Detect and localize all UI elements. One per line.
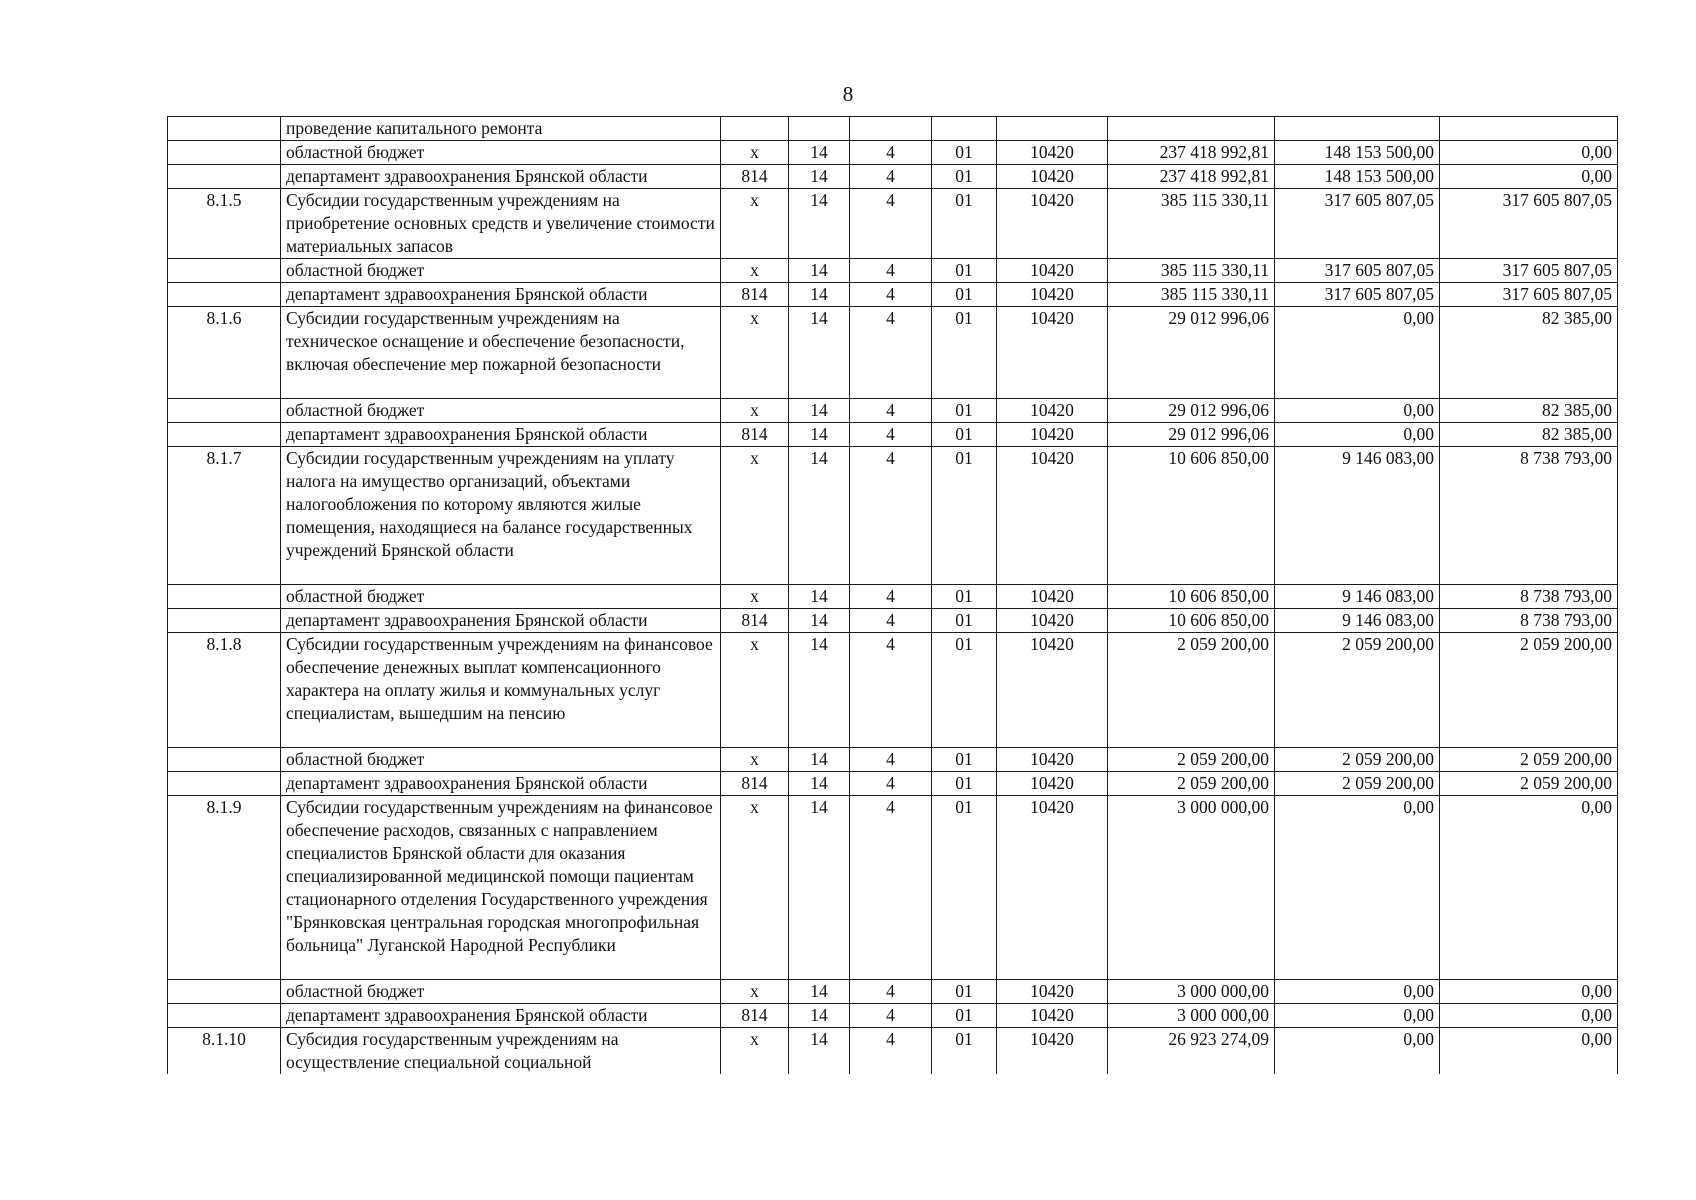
code-subsection: 4 [850,141,932,165]
amount-year-2: 148 153 500,00 [1275,165,1440,189]
amount-year-1: 10 606 850,00 [1108,609,1275,633]
item-description: Субсидии государственным учреждениям на приобретение основных средств и увеличение стоимости материальных запасов [281,189,721,259]
table-row [168,117,1618,141]
code-subsection: 4 [850,796,932,980]
amount-year-2: 0,00 [1275,399,1440,423]
amount-year-3 [1440,117,1618,141]
code-subsection: 4 [850,1004,932,1028]
amount-year-1: 29 012 996,06 [1108,399,1275,423]
table-row [168,585,1618,609]
code-kvr: 10420 [997,283,1108,307]
budget-table [167,116,1618,1074]
code-admin: х [721,796,789,980]
amount-year-3: 317 605 807,05 [1440,189,1618,259]
code-subsection: 4 [850,307,932,399]
amount-year-2 [1275,117,1440,141]
code-admin: 814 [721,283,789,307]
item-number [168,1004,281,1028]
amount-year-2: 2 059 200,00 [1275,633,1440,748]
code-kvr: 10420 [997,609,1108,633]
code-subsection: 4 [850,189,932,259]
code-target: 01 [932,423,997,447]
item-description: Субсидии государственным учреждениям на финансовое обеспечение расходов, связанных с направлением специалистов Брянской области для оказания специализированной медицинской помощи пациентам стационарного отделения Государственного учреждения "Брянковская центральная городская многопрофильная больница" Луганской Народной Республики [281,796,721,980]
item-description: Субсидии государственным учреждениям на уплату налога на имущество организаций, объектами налогообложения по которому являются жилые помещения, находящиеся на балансе государственных учреждений Брянской области [281,447,721,585]
item-description: департамент здравоохранения Брянской области [281,609,721,633]
amount-year-2: 9 146 083,00 [1275,447,1440,585]
table-row [168,399,1618,423]
amount-year-1: 2 059 200,00 [1108,748,1275,772]
code-section: 14 [789,980,850,1004]
item-number [168,117,281,141]
item-description: Субсидии государственным учреждениям на финансовое обеспечение денежных выплат компенсационного характера на оплату жилья и коммунальных услуг специалистам, вышедшим на пенсию [281,633,721,748]
code-target: 01 [932,609,997,633]
code-target: 01 [932,1028,997,1075]
code-admin: х [721,1028,789,1075]
table-row [168,772,1618,796]
code-kvr: 10420 [997,423,1108,447]
code-target: 01 [932,1004,997,1028]
amount-year-3: 82 385,00 [1440,399,1618,423]
item-number [168,165,281,189]
amount-year-2: 2 059 200,00 [1275,748,1440,772]
code-admin: х [721,189,789,259]
code-section: 14 [789,423,850,447]
code-subsection: 4 [850,259,932,283]
item-description: областной бюджет [281,141,721,165]
code-admin: х [721,307,789,399]
amount-year-3: 317 605 807,05 [1440,283,1618,307]
code-section: 14 [789,259,850,283]
amount-year-3: 8 738 793,00 [1440,609,1618,633]
code-section: 14 [789,189,850,259]
code-kvr: 10420 [997,980,1108,1004]
amount-year-2: 2 059 200,00 [1275,772,1440,796]
code-subsection: 4 [850,399,932,423]
amount-year-1: 2 059 200,00 [1108,772,1275,796]
table-body [168,117,1618,1075]
code-target: 01 [932,283,997,307]
amount-year-2: 317 605 807,05 [1275,283,1440,307]
code-subsection: 4 [850,283,932,307]
code-kvr: 10420 [997,307,1108,399]
amount-year-2: 9 146 083,00 [1275,609,1440,633]
item-number: 8.1.10 [168,1028,281,1075]
amount-year-3: 2 059 200,00 [1440,633,1618,748]
amount-year-1: 10 606 850,00 [1108,585,1275,609]
item-description: департамент здравоохранения Брянской области [281,1004,721,1028]
code-kvr: 10420 [997,165,1108,189]
item-description: Субсидия государственным учреждениям на осуществление специальной социальной [281,1028,721,1075]
code-section: 14 [789,609,850,633]
item-number [168,585,281,609]
code-admin: х [721,633,789,748]
item-number [168,748,281,772]
item-number [168,423,281,447]
amount-year-2: 0,00 [1275,307,1440,399]
item-description: областной бюджет [281,748,721,772]
code-admin: х [721,748,789,772]
code-kvr: 10420 [997,189,1108,259]
table-row [168,447,1618,585]
code-target: 01 [932,307,997,399]
code-section: 14 [789,796,850,980]
code-target: 01 [932,980,997,1004]
amount-year-1: 385 115 330,11 [1108,189,1275,259]
code-section: 14 [789,748,850,772]
code-kvr: 10420 [997,772,1108,796]
code-kvr: 10420 [997,796,1108,980]
code-kvr: 10420 [997,259,1108,283]
code-section: 14 [789,141,850,165]
table-row [168,283,1618,307]
code-admin: 814 [721,423,789,447]
amount-year-3: 0,00 [1440,1028,1618,1075]
code-admin [721,117,789,141]
code-subsection: 4 [850,1028,932,1075]
code-admin: х [721,399,789,423]
code-target: 01 [932,165,997,189]
amount-year-2: 0,00 [1275,1004,1440,1028]
code-target: 01 [932,748,997,772]
amount-year-1: 29 012 996,06 [1108,307,1275,399]
code-section: 14 [789,165,850,189]
code-section: 14 [789,447,850,585]
item-number [168,772,281,796]
code-kvr: 10420 [997,1004,1108,1028]
code-kvr: 10420 [997,447,1108,585]
page-number: 8 [842,82,854,106]
code-admin: х [721,447,789,585]
item-description: проведение капитального ремонта [281,117,721,141]
code-subsection: 4 [850,423,932,447]
table-row [168,980,1618,1004]
table-row [168,609,1618,633]
code-kvr: 10420 [997,1028,1108,1075]
table-row [168,307,1618,399]
item-number: 8.1.5 [168,189,281,259]
item-description: Субсидии государственным учреждениям на техническое оснащение и обеспечение безопасности, включая обеспечение мер пожарной безопасности [281,307,721,399]
amount-year-2: 0,00 [1275,1028,1440,1075]
table-row [168,748,1618,772]
code-kvr [997,117,1108,141]
code-admin: 814 [721,609,789,633]
code-section: 14 [789,772,850,796]
item-number [168,283,281,307]
amount-year-2: 9 146 083,00 [1275,585,1440,609]
code-admin: х [721,980,789,1004]
code-target: 01 [932,399,997,423]
amount-year-3: 8 738 793,00 [1440,447,1618,585]
code-section: 14 [789,633,850,748]
item-description: областной бюджет [281,585,721,609]
table-row [168,1028,1618,1075]
item-number [168,980,281,1004]
amount-year-1: 29 012 996,06 [1108,423,1275,447]
item-description: департамент здравоохранения Брянской области [281,772,721,796]
code-admin: х [721,259,789,283]
code-section [789,117,850,141]
amount-year-3: 317 605 807,05 [1440,259,1618,283]
table-row [168,1004,1618,1028]
code-section: 14 [789,307,850,399]
item-number [168,609,281,633]
code-kvr: 10420 [997,748,1108,772]
table-row [168,165,1618,189]
amount-year-1: 237 418 992,81 [1108,165,1275,189]
amount-year-1: 237 418 992,81 [1108,141,1275,165]
code-kvr: 10420 [997,633,1108,748]
code-kvr: 10420 [997,585,1108,609]
table-row [168,141,1618,165]
amount-year-3: 0,00 [1440,980,1618,1004]
code-admin: х [721,585,789,609]
code-section: 14 [789,1004,850,1028]
code-subsection: 4 [850,447,932,585]
amount-year-3: 82 385,00 [1440,307,1618,399]
code-subsection: 4 [850,772,932,796]
item-number [168,259,281,283]
code-target: 01 [932,585,997,609]
code-target: 01 [932,796,997,980]
amount-year-3: 82 385,00 [1440,423,1618,447]
amount-year-2: 0,00 [1275,980,1440,1004]
amount-year-1: 385 115 330,11 [1108,283,1275,307]
code-target: 01 [932,259,997,283]
item-number [168,141,281,165]
code-kvr: 10420 [997,141,1108,165]
code-subsection: 4 [850,585,932,609]
code-subsection: 4 [850,633,932,748]
amount-year-2: 317 605 807,05 [1275,259,1440,283]
item-number: 8.1.7 [168,447,281,585]
amount-year-3: 0,00 [1440,141,1618,165]
amount-year-1: 385 115 330,11 [1108,259,1275,283]
amount-year-3: 0,00 [1440,796,1618,980]
amount-year-1: 10 606 850,00 [1108,447,1275,585]
code-target: 01 [932,189,997,259]
code-subsection: 4 [850,165,932,189]
item-description: областной бюджет [281,259,721,283]
code-subsection: 4 [850,748,932,772]
code-section: 14 [789,585,850,609]
code-admin: 814 [721,772,789,796]
table-row [168,259,1618,283]
code-target: 01 [932,447,997,585]
amount-year-3: 0,00 [1440,165,1618,189]
amount-year-1 [1108,117,1275,141]
amount-year-1: 3 000 000,00 [1108,980,1275,1004]
table-row [168,633,1618,748]
code-section: 14 [789,283,850,307]
amount-year-1: 2 059 200,00 [1108,633,1275,748]
code-admin: 814 [721,1004,789,1028]
code-subsection [850,117,932,141]
code-target [932,117,997,141]
code-section: 14 [789,1028,850,1075]
amount-year-3: 2 059 200,00 [1440,772,1618,796]
item-description: департамент здравоохранения Брянской области [281,423,721,447]
code-kvr: 10420 [997,399,1108,423]
item-description: департамент здравоохранения Брянской области [281,165,721,189]
item-number [168,399,281,423]
item-number: 8.1.9 [168,796,281,980]
amount-year-2: 148 153 500,00 [1275,141,1440,165]
code-subsection: 4 [850,980,932,1004]
amount-year-2: 317 605 807,05 [1275,189,1440,259]
amount-year-1: 3 000 000,00 [1108,1004,1275,1028]
item-description: областной бюджет [281,399,721,423]
code-admin: 814 [721,165,789,189]
item-number: 8.1.8 [168,633,281,748]
amount-year-1: 26 923 274,09 [1108,1028,1275,1075]
code-target: 01 [932,772,997,796]
item-description: областной бюджет [281,980,721,1004]
item-number: 8.1.6 [168,307,281,399]
table-row [168,796,1618,980]
table-row [168,423,1618,447]
amount-year-2: 0,00 [1275,796,1440,980]
amount-year-3: 2 059 200,00 [1440,748,1618,772]
item-description: департамент здравоохранения Брянской области [281,283,721,307]
code-section: 14 [789,399,850,423]
code-admin: х [721,141,789,165]
amount-year-2: 0,00 [1275,423,1440,447]
amount-year-3: 8 738 793,00 [1440,585,1618,609]
amount-year-3: 0,00 [1440,1004,1618,1028]
code-target: 01 [932,141,997,165]
amount-year-1: 3 000 000,00 [1108,796,1275,980]
code-subsection: 4 [850,609,932,633]
code-target: 01 [932,633,997,748]
table-row [168,189,1618,259]
